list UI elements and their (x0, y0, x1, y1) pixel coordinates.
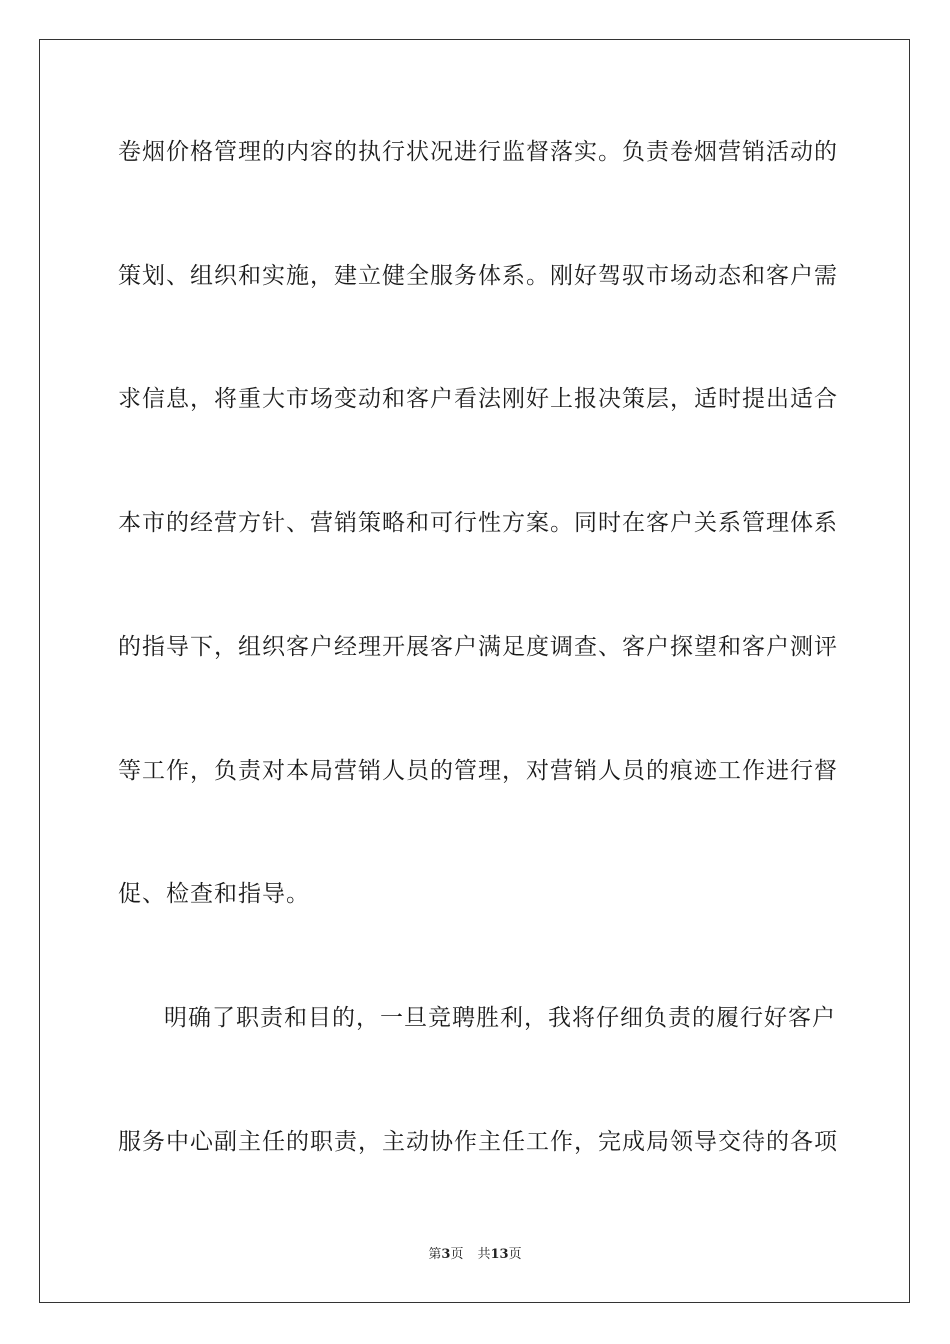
body-text-line-5: 的指导下，组织客户经理开展客户满足度调查、客户探望和客户测评 (118, 634, 838, 660)
page-prefix: 第 (428, 1247, 442, 1262)
page-number: 3 (441, 1247, 451, 1262)
page-suffix: 页 (450, 1247, 464, 1262)
page-footer (0, 1246, 950, 1264)
total-prefix: 共 (477, 1247, 491, 1262)
body-text-line-7: 促、检查和指导。 (118, 881, 310, 907)
body-text-line-6: 等工作，负责对本局营销人员的管理，对营销人员的痕迹工作进行督 (118, 758, 838, 784)
body-text-line-3: 求信息，将重大市场变动和客户看法刚好上报决策层，适时提出适合 (118, 386, 838, 412)
body-text-line-9: 服务中心副主任的职责，主动协作主任工作，完成局领导交待的各项 (118, 1129, 838, 1155)
body-text-line-1: 卷烟价格管理的内容的执行状况进行监督落实。负责卷烟营销活动的 (118, 139, 838, 165)
page-border (39, 39, 910, 1303)
body-text-line-2: 策划、组织和实施，建立健全服务体系。刚好驾驭市场动态和客户需 (118, 263, 838, 289)
paragraph-start-line: 明确了职责和目的，一旦竞聘胜利，我将仔细负责的履行好客户 (164, 1005, 836, 1031)
body-text-line-4: 本市的经营方针、营销策略和可行性方案。同时在客户关系管理体系 (118, 510, 838, 536)
total-suffix: 页 (508, 1247, 522, 1262)
total-pages: 13 (490, 1247, 509, 1262)
